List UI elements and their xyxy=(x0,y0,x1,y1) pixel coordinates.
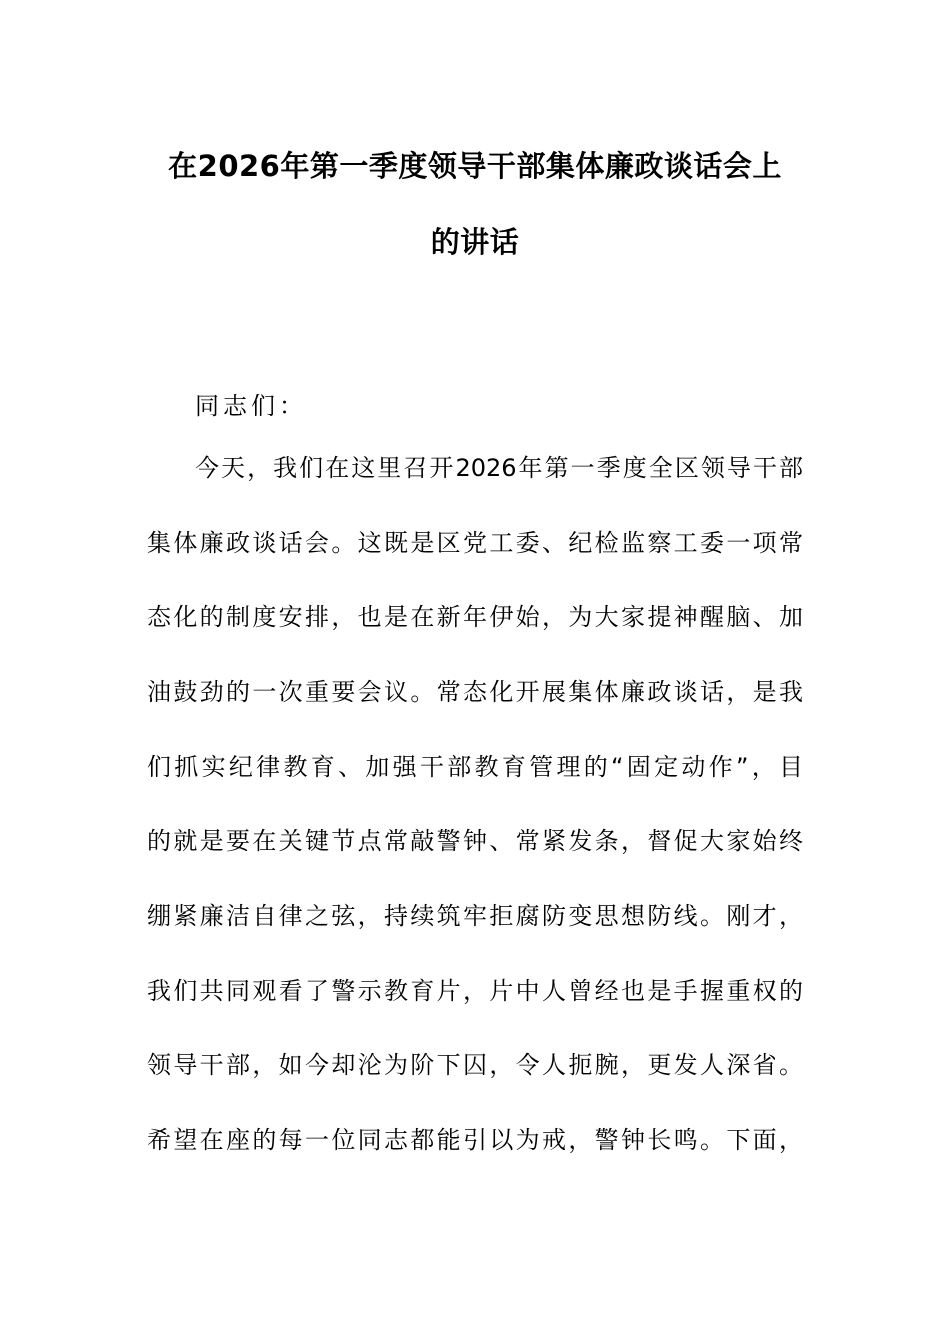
body-line: 希望在座的每一位同志都能引以为戒，警钟长鸣。下面， xyxy=(147,1126,803,1154)
document-title-line-1: 在2026年第一季度领导干部集体廉政谈话会上 xyxy=(168,149,782,183)
body-line: 领导干部，如今却沦为阶下囚，令人扼腕，更发人深省。 xyxy=(147,1051,803,1079)
body-line: 绷紧廉洁自律之弦，持续筑牢拒腐防变思想防线。刚才， xyxy=(147,902,803,930)
salutation: 同志们： xyxy=(195,392,307,420)
body-line: 我们共同观看了警示教育片，片中人曾经也是手握重权的 xyxy=(147,977,803,1005)
document-title-line-2: 的讲话 xyxy=(430,225,520,259)
body-line: 油鼓劲的一次重要会议。常态化开展集体廉政谈话，是我 xyxy=(147,678,803,706)
body-line: 们抓实纪律教育、加强干部教育管理的“固定动作”，目 xyxy=(147,753,803,781)
body-line: 今天，我们在这里召开2026年第一季度全区领导干部 xyxy=(195,454,803,482)
body-line: 的就是要在关键节点常敲警钟、常紧发条，督促大家始终 xyxy=(147,827,803,855)
body-line: 态化的制度安排，也是在新年伊始，为大家提神醒脑、加 xyxy=(147,603,803,631)
body-line: 集体廉政谈话会。这既是区党工委、纪检监察工委一项常 xyxy=(147,529,803,557)
